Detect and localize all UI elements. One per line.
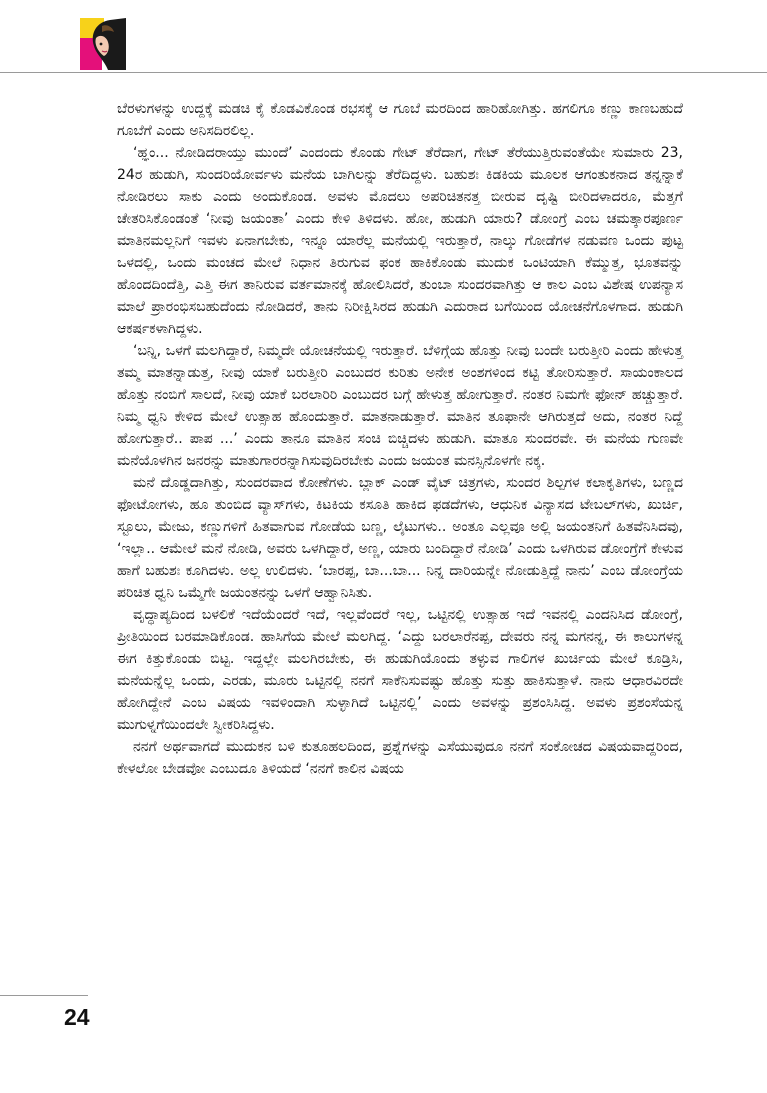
paragraph: ವೃದ್ಧಾಪ್ಯದಿಂದ ಬಳಲಿಕೆ ಇದೆಯೆಂದರೆ ಇದೆ, ಇಲ್ಲವೆಂದರೆ ಇಲ್ಲ, ಒಟ್ಟಿನಲ್ಲಿ ಉತ್ಸಾಹ ಇದೆ ಇವನಲ್ಲಿ ಎಂದನಿಸಿದ ಡೋಂಗ್ರೆ, ಪ್ರೀತಿಯಿಂದ ಬರಮಾಡಿಕೊಂಡ. ಹಾಸಿಗೆಯ ಮೇಲೆ ಮಲಗಿದ್ದ. ‘ಎದ್ದು ಬರಲಾರೆನಪ್ಪ, ದೇವರು ನನ್ನ ಮಗನನ್ನ, ಈ ಕಾಲುಗಳನ್ನ ಈಗ ಕಿತ್ತುಕೊಂಡು ಬಿಟ್ಟ. ಇದ್ದಲ್ಲೇ ಮಲಗಿರಬೇಕು, ಈ ಹುಡುಗಿಯೊಂದು ತಳ್ಳುವ ಗಾಲಿಗಳ ಖುರ್ಚಿಯ ಮೇಲೆ ಕೂಡ್ರಿಸಿ, ಮನೆಯನ್ನೆಲ್ಲ ಒಂದು, ಎರಡು, ಮೂರು ಒಟ್ಟಿನಲ್ಲಿ ನನಗೆ ಸಾಕೆನಿಸುವಷ್ಟು ಹೊತ್ತು ಸುತ್ತು ಹಾಕಿಸುತ್ತಾಳೆ. ನಾನು ಆಧಾರವಿರದೇ ಹೋಗಿದ್ದೇನೆ ಎಂಬ ವಿಷಯ ಇವಳಿಂದಾಗಿ ಸುಳ್ಳಾಗಿದೆ ಒಟ್ಟಿನಲ್ಲಿ’ ಎಂದು ಅವಳನ್ನು ಪ್ರಶಂಸಿಸಿದ್ದ. ಅವಳು ಪ್ರಶಂಸೆಯನ್ನ ಮುಗುಳ್ನಗೆಯಿಂದಲೇ ಸ್ವೀಕರಿಸಿದ್ದಳು. — [117, 607, 683, 733]
paragraph: ನನಗೆ ಅರ್ಥವಾಗದೆ ಮುದುಕನ ಬಳಿ ಕುತೂಹಲದಿಂದ, ಪ್ರಶ್ನೆಗಳನ್ನು ಎಸೆಯುವುದೂ ನನಗೆ ಸಂಕೋಚದ ವಿಷಯವಾದ್ದರಿಂದ, ಕೇಳಲೋ ಬೇಡವೋ ಎಂಬುದೂ ತಿಳಿಯದೆ ‘ನನಗೆ ಕಾಲಿನ ವಿಷಯ — [117, 739, 683, 777]
paragraph: ಮನೆ ದೊಡ್ಡದಾಗಿತ್ತು, ಸುಂದರವಾದ ಕೋಣೆಗಳು. ಬ್ಲಾಕ್ ಎಂಡ್ ವೈಟ್ ಚಿತ್ರಗಳು, ಸುಂದರ ಶಿಲ್ಪಗಳ ಕಲಾಕೃತಿಗಳು, ಬಣ್ಣದ ಫೋಟೋಗಳು, ಹೂ ತುಂಬಿದ ವ್ಯಾಸ್‌ಗಳು, ಕಿಟಕಿಯ ಕಸೂತಿ ಹಾಕಿದ ಫಡದೆಗಳು, ಆಧುನಿಕ ವಿನ್ಯಾಸದ ಟೇಬಲ್‌ಗಳು, ಖುರ್ಚಿ, ಸ್ಟೂಲು, ಮೇಜು, ಕಣ್ಣುಗಳಿಗೆ ಹಿತವಾಗುವ ಗೋಡೆಯ ಬಣ್ಣ, ಲೈಟುಗಳು.. ಅಂತೂ ಎಲ್ಲವೂ ಅಲ್ಲಿ ಜಯಂತನಿಗೆ ಹಿತವೆನಿಸಿದವು, ‘ಇಲ್ಲಾ.. ಆಮೇಲೆ ಮನೆ ನೋಡಿ, ಅವರು ಒಳಗಿದ್ದಾರೆ, ಅಣ್ಣ, ಯಾರು ಬಂದಿದ್ದಾರೆ ನೋಡಿ’ ಎಂದು ಒಳಗಿರುವ ಡೋಂಗ್ರೆಗೆ ಕೇಳುವ ಹಾಗೆ ಬಹುಶಃ ಕೂಗಿದಳು. ಅಲ್ಲ ಉಲಿದಳು. ‘ಬಾರಪ್ಪ, ಬಾ...ಬಾ... ನಿನ್ನ ದಾರಿಯನ್ನೇ ನೋಡುತ್ತಿದ್ದೆ ನಾನು’ ಎಂಬ ಡೋಂಗ್ರೆಯ ಪರಿಚಿತ ಧ್ವನಿ ಒಮ್ಮೆಗೇ ಜಯಂತನನ್ನು ಒಳಗೆ ಆಹ್ವಾನಿಸಿತು. — [117, 475, 683, 601]
article-body — [117, 98, 683, 780]
woman-profile-logo-icon — [80, 18, 126, 70]
footer-rule — [0, 995, 88, 996]
paragraph: ಬೆರಳುಗಳನ್ನು ಉದ್ದಕ್ಕೆ ಮಡಚಿ ಕೈ ಕೊಡವಿಕೊಂಡ ರಭಸಕ್ಕೆ ಆ ಗೂಬೆ ಮರದಿಂದ ಹಾರಿಹೋಗಿತ್ತು. ಹಗಲಿಗೂ ಕಣ್ಣು ಕಾಣಬಹುದೆ ಗೂಬೆಗೆ ಎಂದು ಅನಿಸದಿರಲಿಲ್ಲ. — [117, 101, 683, 139]
page-number: 24 — [64, 1004, 90, 1030]
header-rule — [0, 72, 767, 73]
paragraph: ‘ಬನ್ನಿ, ಒಳಗೆ ಮಲಗಿದ್ದಾರೆ, ನಿಮ್ಮದೇ ಯೋಚನೆಯಲ್ಲಿ ಇರುತ್ತಾರೆ. ಬೆಳಿಗ್ಗೆಯ ಹೊತ್ತು ನೀವು ಬಂದೇ ಬರುತ್ತೀರಿ ಎಂದು ಹೇಳುತ್ತ ತಮ್ಮ ಮಾತನ್ನಾಡುತ್ತ, ನೀವು ಯಾಕೆ ಬರುತ್ತೀರಿ ಎಂಬುದರ ಕುರಿತು ಅನೇಕ ಅಂಶಗಳಿಂದ ಕಟ್ಟಿ ತೋರಿಸುತ್ತಾರೆ. ಸಾಯಂಕಾಲದ ಹೊತ್ತು ನಂಬಿಗೆ ಸಾಲದೆ, ನೀವು ಯಾಕೆ ಬರಲಾರಿರಿ ಎಂಬುದರ ಬಗ್ಗೆ ಹೇಳುತ್ತ ಹೋಗುತ್ತಾರೆ. ನಂತರ ನಿಮಗೇ ಫೋನ್ ಹಚ್ಚುತ್ತಾರೆ. ನಿಮ್ಮ ಧ್ವನಿ ಕೇಳಿದ ಮೇಲೆ ಉತ್ಸಾಹ ಹೊಂದುತ್ತಾರೆ. ಮಾತನಾಡುತ್ತಾರೆ. ಮಾತಿನ ತೂಫಾನೇ ಆಗಿರುತ್ತದೆ ಅದು, ನಂತರ ನಿದ್ದೆ ಹೋಗುತ್ತಾರೆ.. ಪಾಪ ...’ ಎಂದು ತಾನೂ ಮಾತಿನ ಸಂಚಿ ಬಿಚ್ಚಿದಳು ಹುಡುಗಿ. ಮಾತೂ ಸುಂದರವೇ. ಈ ಮನೆಯ ಗುಣವೇ ಮನೆಯೊಳಗಿನ ಜನರನ್ನು ಮಾತುಗಾರರನ್ನಾಗಿಸುವುದಿರಬೇಕು ಎಂದು ಜಯಂತ ಮನಸ್ಸಿನೊಳಗೇ ನಕ್ಕ. — [117, 343, 683, 469]
paragraph: ‘ಹ್ಞಂ... ನೋಡಿದರಾಯ್ತು ಮುಂದೆ’ ಎಂದಂದು ಕೊಂಡು ಗೇಟ್ ತೆರೆದಾಗ, ಗೇಟ್ ತೆರೆಯುತ್ತಿರುವಂತೆಯೇ ಸುಮಾರು 23, 24ರ ಹುಡುಗಿ, ಸುಂದರಿಯೋರ್ವಳು ಮನೆಯ ಬಾಗಿಲನ್ನು ತೆರೆದಿದ್ದಳು. ಬಹುಶಃ ಕಿಡಕಿಯ ಮೂಲಕ ಆಗಂತುಕನಾದ ತನ್ನನ್ನಾಕೆ ನೋಡಿರಲು ಸಾಕು ಎಂದು ಅಂದುಕೊಂಡ. ಅವಳು ಮೊದಲು ಅಪರಿಚಿತನತ್ತ ಬೀರುವ ದೃಷ್ಟಿ ಬೀರಿದಳಾದರೂ, ಮೆತ್ತಗೆ ಚೇತರಿಸಿಕೊಂಡಂತೆ ‘ನೀವು ಜಯಂತಾ’ ಎಂದು ಕೇಳಿ ತಿಳಿದಳು. ಹೋ, ಹುಡುಗಿ ಯಾರು? ಡೋಂಗ್ರೆ ಎಂಬ ಚಮತ್ಕಾರಪೂರ್ಣ ಮಾತಿನಮಲ್ಲನಿಗೆ ಇವಳು ಏನಾಗಬೇಕು, ಇನ್ನೂ ಯಾರೆಲ್ಲ ಮನೆಯಲ್ಲಿ ಇರುತ್ತಾರೆ, ನಾಲ್ಕು ಗೋಡೆಗಳ ನಡುವಣ ಒಂದು ಪುಟ್ಟ ಒಳದಲ್ಲಿ, ಒಂದು ಮಂಚದ ಮೇಲೆ ನಿಧಾನ ತಿರುಗುವ ಫಂಕ ಹಾಕಿಕೊಂಡು ಮುದುಕ ಒಂಟಿಯಾಗಿ ಕೆಮ್ಮುತ್ತ, ಭೂತವನ್ನು ಹೊಂದದಿಂದೆತ್ತಿ, ಎತ್ತಿ ಈಗ ತಾನಿರುವ ವರ್ತಮಾನಕ್ಕೆ ಹೋಲಿಸಿದರೆ, ತುಂಬಾ ಸುಂದರವಾಗಿತ್ತು ಆ ಕಾಲ ಎಂಬ ವಿಶೇಷ ಉಪನ್ಯಾಸ ಮಾಲೆ ಪ್ರಾರಂಭಿಸಬಹುದೆಂದು ನೋಡಿದರೆ, ತಾನು ನಿರೀಕ್ಷಿಸಿರದ ಹುಡುಗಿ ಎದುರಾದ ಬಗೆಯಿಂದ ಯೋಚನೆಗೊಳಗಾದ. ಹುಡುಗಿ ಆಕರ್ಷಕಳಾಗಿದ್ದಳು. — [117, 145, 683, 337]
